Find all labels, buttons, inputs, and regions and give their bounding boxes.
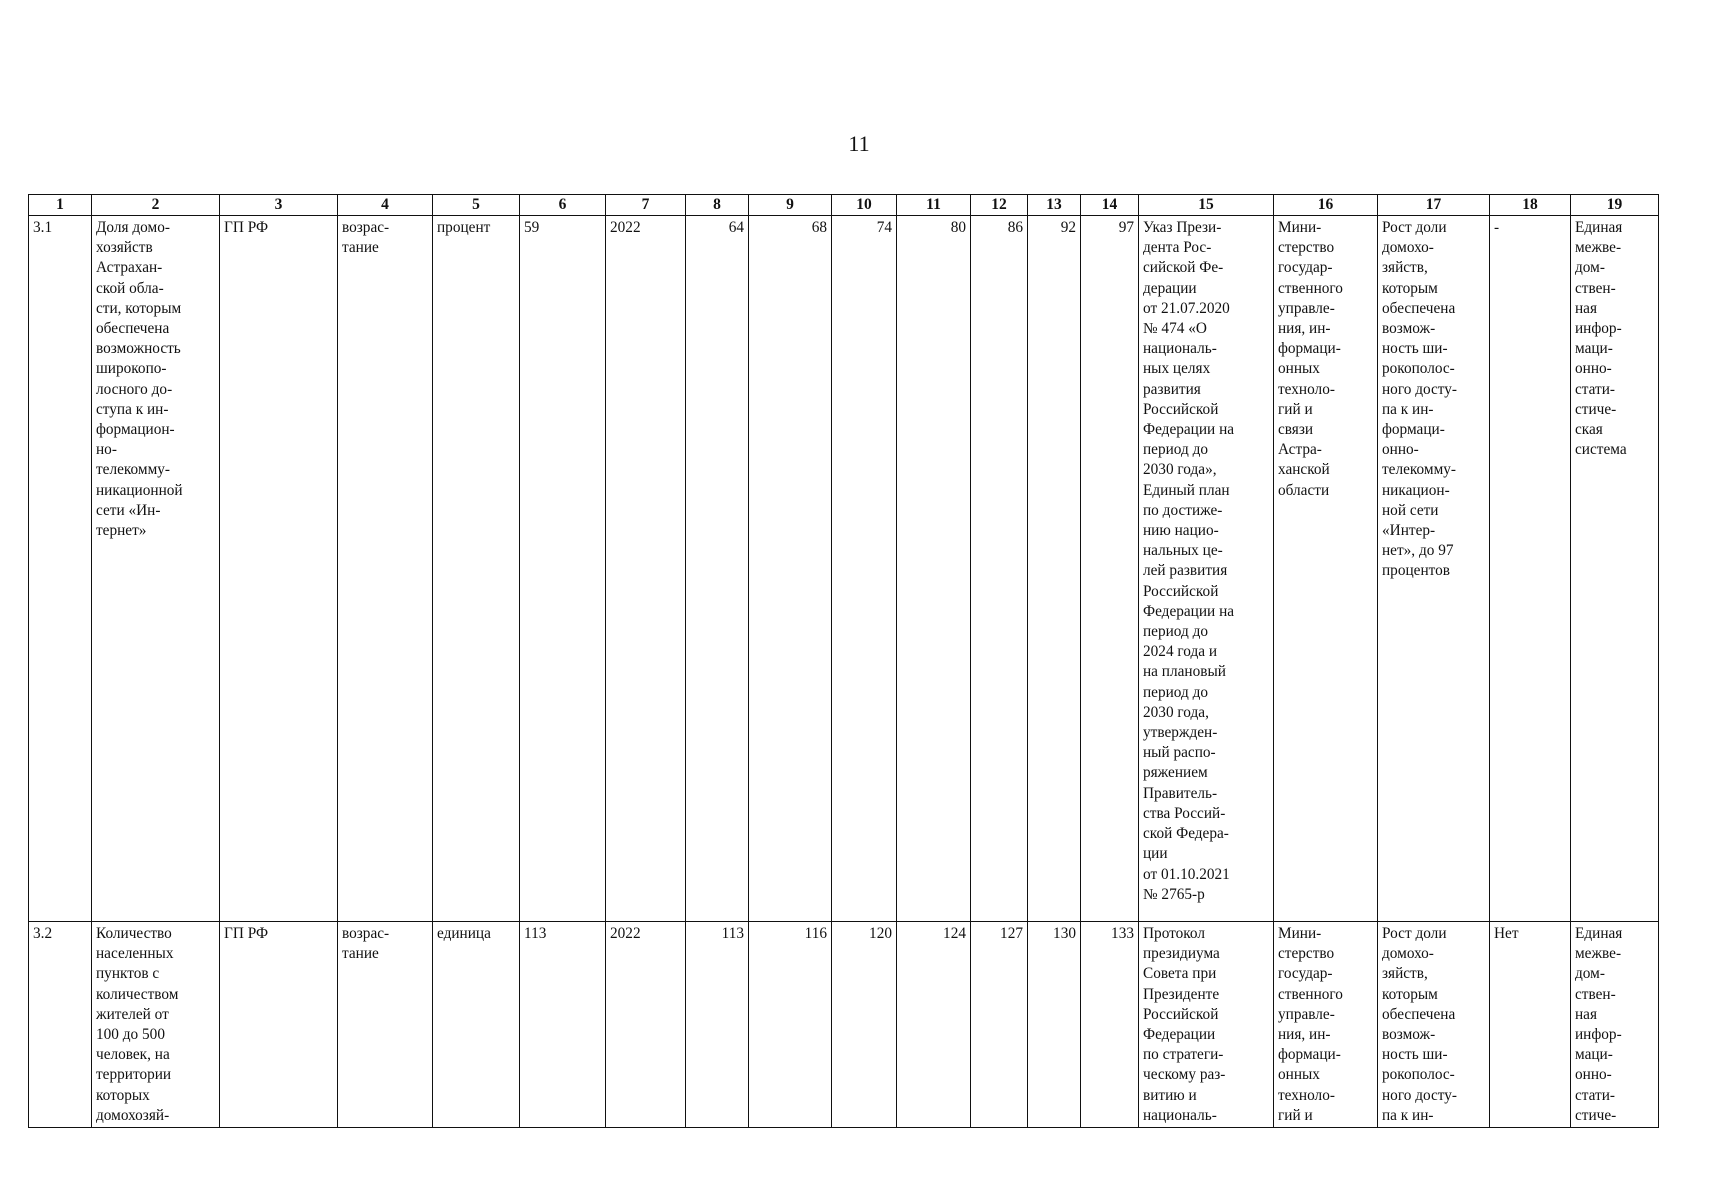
cell-info-system: Единая межве- дом- ствен- ная инфор- маци- онно- стати- стиче- [1571,922,1659,1128]
cell-indicator-name: Количество населенных пунктов с количеством жителей от 100 до 500 человек, на территории которых домохозяй- [92,922,220,1128]
cell-info-system: Единая межве- дом- ствен- ная инфор- маци- онно- стати- стиче- ская система [1571,216,1659,922]
page-number: 11 [848,131,870,156]
column-number: 19 [1571,195,1659,216]
column-number: 11 [897,195,971,216]
cell-value: 97 [1081,216,1139,922]
column-number: 8 [686,195,749,216]
indicators-table [28,194,1659,1128]
column-number: 3 [220,195,338,216]
cell-goal-link: Рост доли домохо- зяйств, которым обеспечена возмож- ность ши- рокополос- ного досту- па к ин- формаци- онно- телекомму- никацион- ной сети «Интер- нет», до 97 процентов [1378,216,1490,922]
cell-value: 130 [1028,922,1081,1128]
column-number: 16 [1274,195,1378,216]
cell-value: 113 [686,922,749,1128]
column-number: 14 [1081,195,1139,216]
column-number: 12 [971,195,1028,216]
cell-value: 86 [971,216,1028,922]
cell-base-year: 2022 [606,922,686,1128]
column-number: 6 [520,195,606,216]
cell-value: 74 [832,216,897,922]
cell-base-year: 2022 [606,216,686,922]
cell-unit: процент [433,216,520,922]
cell-document: Указ Прези- дента Рос- сийской Фе- дерации от 21.07.2020 № 474 «О националь- ных целях развития Российской Федерации на период до 2030 года», Единый план по достиже- нию нацио- нальных це- лей развития Российской Федерации на период до 2024 года и на плановый период до 2030 года, утвержден- ный распо- ряжением Правитель- ства Россий- ской Федера- ции от 01.10.2021 № 2765-р [1139,216,1274,922]
column-number: 5 [433,195,520,216]
column-number: 4 [338,195,433,216]
cell-base-value: 59 [520,216,606,922]
cell-value: 80 [897,216,971,922]
cell-value: 68 [749,216,832,922]
cell-responsible: Мини- стерство государ- ственного управле- ния, ин- формаци- онных техноло- гий и [1274,922,1378,1128]
cell-flag: - [1490,216,1571,922]
column-number: 9 [749,195,832,216]
cell-trend: возрас- тание [338,922,433,1128]
table-row [29,216,1659,922]
column-number: 10 [832,195,897,216]
cell-goal-link: Рост доли домохо- зяйств, которым обеспечена возмож- ность ши- рокополос- ного досту- па к ин- [1378,922,1490,1128]
column-number: 17 [1378,195,1490,216]
header-row [29,195,1659,216]
cell-value: 133 [1081,922,1139,1128]
cell-value: 124 [897,922,971,1128]
column-number: 13 [1028,195,1081,216]
column-number: 18 [1490,195,1571,216]
column-number: 15 [1139,195,1274,216]
column-number: 7 [606,195,686,216]
cell-level: ГП РФ [220,922,338,1128]
column-number: 1 [29,195,92,216]
cell-unit: единица [433,922,520,1128]
cell-document: Протокол президиума Совета при Президенте Российской Федерации по стратеги- ческому раз- витию и националь- [1139,922,1274,1128]
cell-value: 64 [686,216,749,922]
cell-flag: Нет [1490,922,1571,1128]
cell-value: 120 [832,922,897,1128]
table-row [29,922,1659,1128]
column-number: 2 [92,195,220,216]
cell-base-value: 113 [520,922,606,1128]
cell-row-number: 3.2 [29,922,92,1128]
cell-indicator-name: Доля домо- хозяйств Астрахан- ской обла- сти, которым обеспечена возможность широкопо- лосного до- ступа к ин- формацион- но- телекомму- никационной сети «Ин- тернет» [92,216,220,922]
cell-trend: возрас- тание [338,216,433,922]
cell-level: ГП РФ [220,216,338,922]
cell-value: 116 [749,922,832,1128]
cell-value: 92 [1028,216,1081,922]
cell-value: 127 [971,922,1028,1128]
cell-responsible: Мини- стерство государ- ственного управле- ния, ин- формаци- онных техноло- гий и связи Астра- ханской области [1274,216,1378,922]
cell-row-number: 3.1 [29,216,92,922]
